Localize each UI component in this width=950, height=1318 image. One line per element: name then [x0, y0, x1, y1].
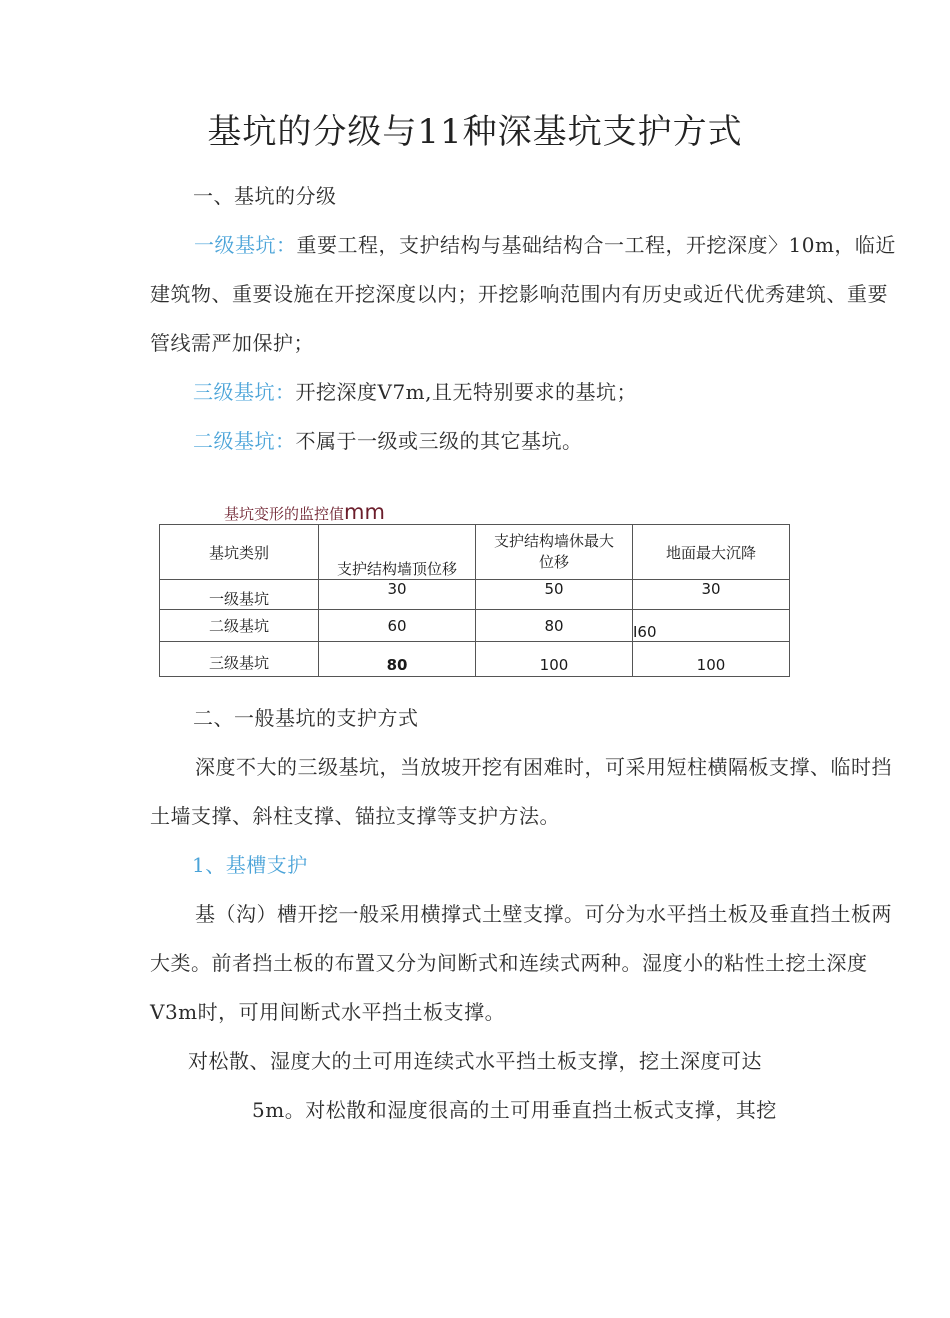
level1-text-line1: 重要工程，支护结构与基础结构合一工程，开挖深度〉10m，临近 [296, 233, 896, 257]
section2-para3-line2: 5m。对松散和湿度很高的土可用垂直挡土板式支撑，其挖 [252, 1098, 777, 1122]
header-ground-settlement: 地面最大沉降 [633, 525, 790, 580]
section2-para2-line2: 大类。前者挡土板的布置又分为间断式和连续式两种。湿度小的粘性土挖土深度 [150, 951, 868, 975]
table-caption-text: 基坑变形的监控值 [224, 505, 345, 523]
cell-value: 100 [476, 642, 633, 677]
level1-label: 一级基坑： [194, 233, 297, 257]
section2-para2-line3: V3m时，可用间断式水平挡土板支撑。 [150, 1000, 506, 1024]
cell-value: 80 [319, 642, 476, 677]
cell-value: 30 [319, 580, 476, 610]
subsection-heading: 1、基槽支护 [192, 853, 308, 877]
level3-text: 开挖深度V7m,且无特别要求的基坑； [295, 380, 637, 404]
row-label: 三级基坑 [160, 642, 319, 677]
page-title: 基坑的分级与11种深基坑支护方式 [207, 112, 743, 152]
cell-value: 60 [319, 610, 476, 642]
cell-value: 100 [633, 642, 790, 677]
row-label: 一级基坑 [160, 580, 319, 610]
section2-para2-line1: 基（沟）槽开挖一般采用横撑式土壁支撑。可分为水平挡土板及垂直挡土板两 [195, 902, 892, 926]
level1-paragraph-line1 [194, 233, 896, 257]
section2-para1-line2: 土墙支撑、斜柱支撑、锚拉支撑等支护方法。 [150, 804, 560, 828]
cell-value: 80 [476, 610, 633, 642]
level2-label: 二级基坑： [193, 429, 296, 453]
header-category: 基坑类别 [160, 525, 319, 580]
row-label: 二级基坑 [160, 610, 319, 642]
level1-text-line3: 管线需严加保护； [150, 331, 314, 355]
table-row [160, 610, 790, 642]
cell-value: 50 [476, 580, 633, 610]
level3-label: 三级基坑： [193, 380, 296, 404]
table-row [160, 642, 790, 677]
section2-para3-line1: 对松散、湿度大的土可用连续式水平挡土板支撑，挖土深度可达 [188, 1049, 762, 1073]
level2-text: 不属于一级或三级的其它基坑。 [295, 429, 583, 453]
table-row [160, 580, 790, 610]
cell-value: I60 [633, 610, 790, 642]
level3-paragraph [193, 380, 637, 404]
section2-heading: 二、一般基坑的支护方式 [193, 706, 419, 730]
section1-heading: 一、基坑的分级 [193, 184, 337, 208]
header-wall-max-displacement: 支护结构墙休最大 位移 [476, 525, 633, 580]
level2-paragraph [193, 429, 583, 453]
table-caption [224, 500, 385, 524]
table-header-row [160, 525, 790, 580]
table-caption-unit: mm [344, 500, 385, 524]
deformation-table [159, 524, 790, 677]
section2-para1-line1: 深度不大的三级基坑，当放坡开挖有困难时，可采用短柱横隔板支撑、临时挡 [195, 755, 892, 779]
level1-text-line2: 建筑物、重要设施在开挖深度以内；开挖影响范围内有历史或近代优秀建筑、重要 [150, 282, 888, 306]
cell-value: 30 [633, 580, 790, 610]
header-wall-top-displacement: 支护结构墙顶位移 [319, 525, 476, 580]
